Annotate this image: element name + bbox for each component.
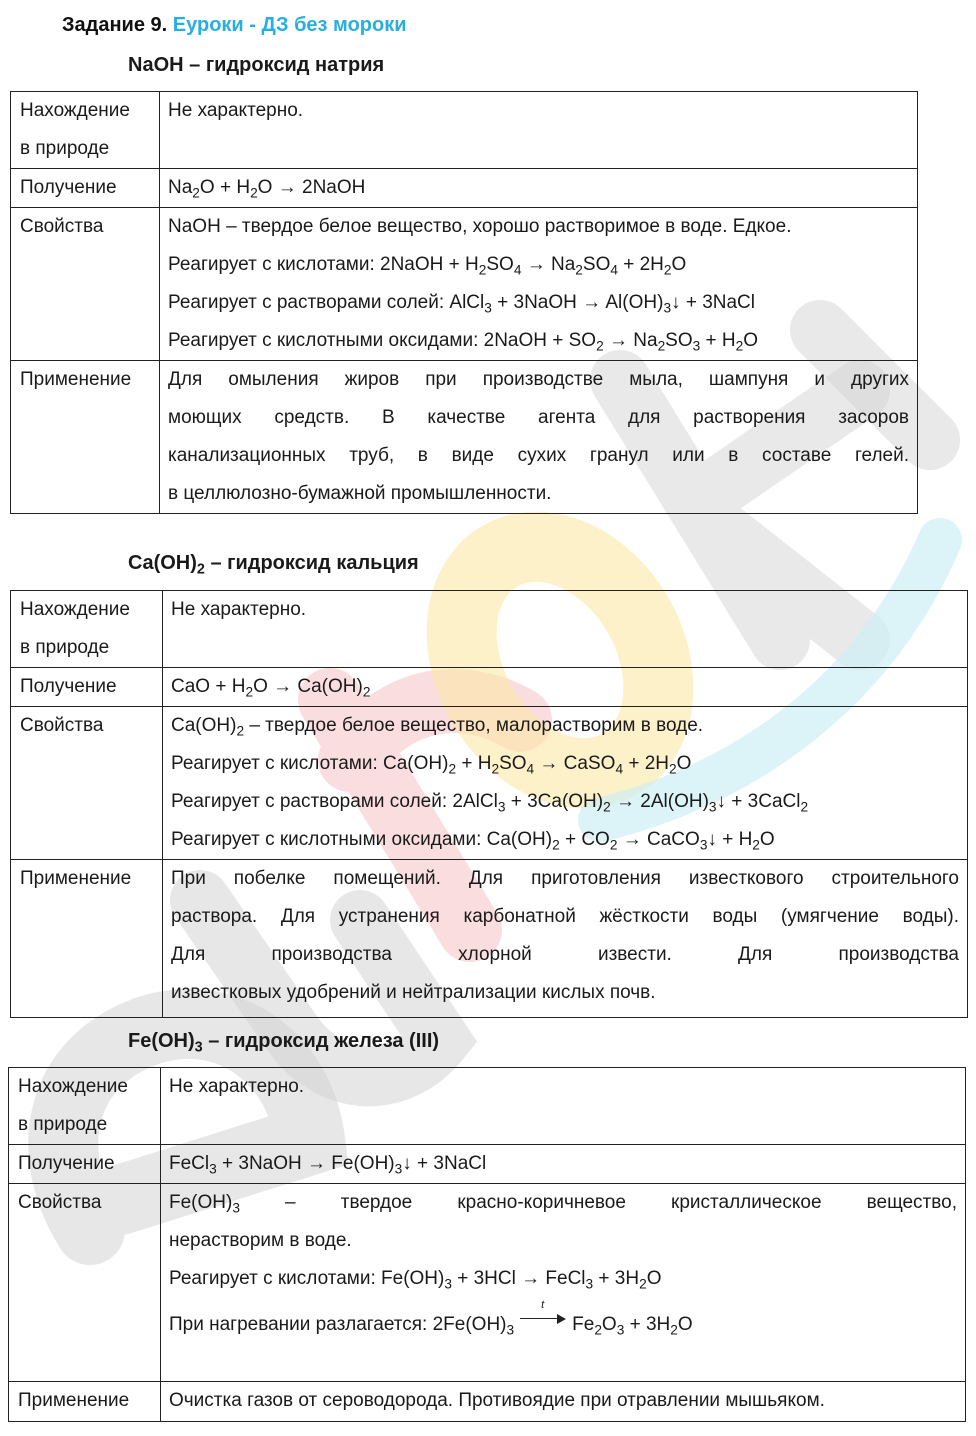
table-row [11, 668, 968, 707]
cell-application: При побелке помещений. Для приготовления известкового строительного раствора. Для устранения карбонатной жёсткости воды (умягчение воды). Для производства хлорной извести. Для производства известковых удобрений и нейтрализации кислых почв. [163, 860, 968, 1018]
row-head-obtaining: Получение [11, 668, 163, 707]
table-row [9, 1068, 966, 1145]
cell-properties: NaOH – твердое белое вещество, хорошо растворимое в воде. Едкое. Реагирует с кислотами: 2NaOH + $H_2SO_4 \to Na_2SO_4 + 2H_2O$ Реагирует с растворами солей: AlCl$_3$ + 3NaOH → $Al(OH)_3↓$ + 3NaCl Реагирует с кислотными оксидами: 2NaOH + $SO_2 \to Na_2SO_3 + H_2O$ [160, 208, 918, 361]
section-title-feoh3: $Fe(OH)_3$ – гидроксид железа (III) [128, 1030, 440, 1056]
table-row [11, 707, 968, 860]
row-head-properties: Свойства [9, 1184, 161, 1382]
table-row [11, 860, 968, 1018]
brand-slogan: Еуроки - ДЗ без мороки [172, 14, 407, 36]
row-head-properties: Свойства [11, 707, 163, 860]
table-row [11, 361, 918, 514]
cell-nature: Не характерно. [160, 92, 918, 169]
row-head-obtaining: Получение [9, 1145, 161, 1184]
table-row [9, 1145, 966, 1184]
cell-properties: $Ca(OH)_2$ – твердое белое вещество, малорастворим в воде. Реагирует с кислотами: $Ca(OH)_2 + H_2SO_4$ → CaSO$_4$ + $2H_2O$ Реагирует с растворами солей: 2AlCl$_3$ + $3Ca(OH)_2$ → $2Al(OH)_3↓$ + 3CaCl$_2$ Реагирует с кислотными оксидами: $Ca(OH)_2 + CO_2$ → CaCO$_3$↓ + $H_2O$ [163, 707, 968, 860]
row-head-application: Применение [11, 860, 163, 1018]
cell-properties: $Fe(OH)_3$ – твердое красно-коричневое кристаллическое вещество, нерастворим в воде. Реагирует с кислотами: $Fe(OH)_3 + 3HCl$ → FeCl$_3$ + $3H_2O$ При нагревании разлагается: $2Fe(OH)_3$ t $Fe_2O_3 + 3H_2O$ [161, 1184, 966, 1382]
naoh-table [10, 91, 918, 514]
table-row [9, 1382, 966, 1422]
row-head-properties: Свойства [11, 208, 160, 361]
row-head-application: Применение [9, 1382, 161, 1422]
table-row [11, 591, 968, 668]
section-title-caoh2: $Ca(OH)_2$ – гидроксид кальция [128, 552, 419, 578]
row-head-application: Применение [11, 361, 160, 514]
task-title [62, 14, 407, 37]
cell-application: Для омыления жиров при производстве мыла, шампуня и других моющих средств. В качестве агента для растворения засоров канализационных труб, в виде сухих гранул или в составе гелей. в целлюлозно-бумажной промышленности. [160, 361, 918, 514]
table-row [11, 169, 918, 208]
task-label: Задание 9. [62, 14, 168, 36]
caoh2-table [10, 590, 968, 1018]
row-head-nature: Нахождение в природе [11, 92, 160, 169]
cell-obtaining: CaO + $H_2O \to Ca(OH)_2$ [163, 668, 968, 707]
cell-nature: Не характерно. [161, 1068, 966, 1145]
row-head-nature: Нахождение в природе [11, 591, 163, 668]
row-head-obtaining: Получение [11, 169, 160, 208]
row-head-nature: Нахождение в природе [9, 1068, 161, 1145]
cell-obtaining: $Na_2O + H_2O$ → 2NaOH [160, 169, 918, 208]
heating-arrow-icon: t [520, 1312, 566, 1326]
cell-application: Очистка газов от сероводорода. Противоядие при отравлении мышьяком. [161, 1382, 966, 1422]
cell-nature: Не характерно. [163, 591, 968, 668]
table-row [11, 208, 918, 361]
table-row [9, 1184, 966, 1382]
cell-obtaining: FeCl$_3$ + 3NaOH → $Fe(OH)_3↓$ + 3NaCl [161, 1145, 966, 1184]
feoh3-table [8, 1067, 966, 1422]
section-title-naoh: NaOH – гидроксид натрия [128, 54, 385, 76]
table-row [11, 92, 918, 169]
